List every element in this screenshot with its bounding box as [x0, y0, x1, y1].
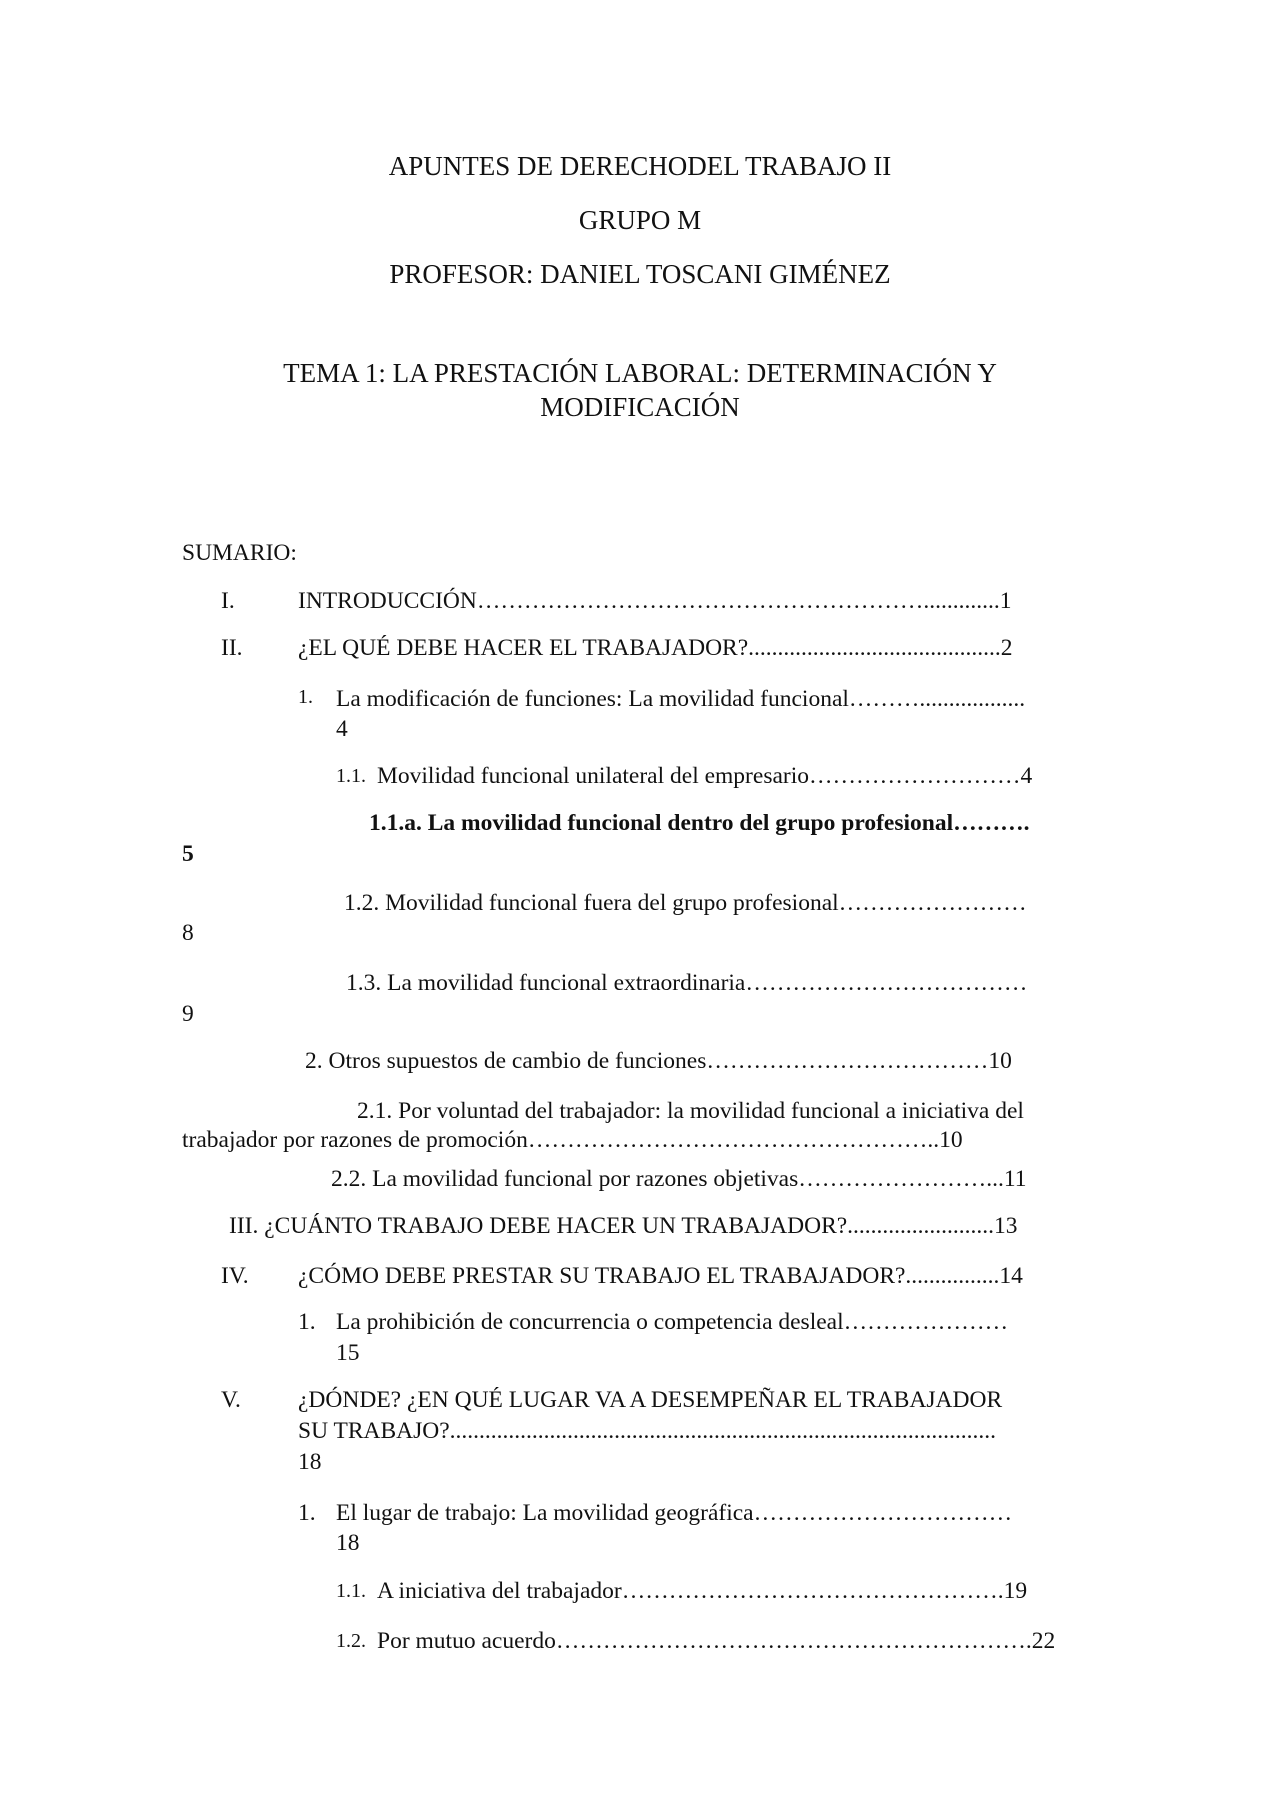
- toc-entry-voluntad-trabajador: 2.1. Por voluntad del trabajador: la movilidad funcional a iniciativa del: [357, 1098, 1024, 1124]
- sumario-label: SUMARIO:: [182, 540, 297, 566]
- toc-entry-razones-objetivas: 2.2. La movilidad funcional por razones objetivas……………………...11: [331, 1166, 1027, 1192]
- toc-entry-cuanto-trabajo: III. ¿CUÁNTO TRABAJO DEBE HACER UN TRABAJADOR?.........................13: [229, 1213, 1018, 1239]
- toc-page-number: 5: [182, 841, 194, 867]
- toc-entry-lugar-trabajo: El lugar de trabajo: La movilidad geográfica……………………………: [336, 1500, 1013, 1526]
- toc-entry-como-prestar: ¿CÓMO DEBE PRESTAR SU TRABAJO EL TRABAJADOR?................14: [298, 1263, 1023, 1289]
- toc-entry-movilidad-fuera-grupo: 1.2. Movilidad funcional fuera del grupo profesional……………………: [344, 890, 1027, 916]
- toc-number: 1.: [298, 686, 313, 708]
- toc-number: 1.: [298, 1500, 316, 1526]
- toc-number: V.: [221, 1387, 241, 1413]
- toc-number: 1.: [298, 1309, 316, 1335]
- toc-entry-movilidad-dentro-grupo: 1.1.a. La movilidad funcional dentro del grupo profesional……….: [369, 810, 1030, 836]
- toc-entry-mutuo-acuerdo: Por mutuo acuerdo…………………………………………………….22: [377, 1628, 1056, 1654]
- toc-page-number: 15: [336, 1340, 360, 1366]
- toc-number: 1.1.: [336, 765, 366, 787]
- toc-page-number: 18: [298, 1449, 322, 1475]
- toc-number: 1.1.: [336, 1580, 366, 1602]
- toc-entry-prohibicion-concurrencia: La prohibición de concurrencia o competencia desleal…………………: [336, 1309, 1009, 1335]
- toc-entry-voluntad-trabajador-cont: trabajador por razones de promoción……………………………………………..10: [182, 1127, 963, 1153]
- tema-title-line2: MODIFICACIÓN: [540, 392, 740, 422]
- toc-number: 1.2.: [336, 1630, 366, 1652]
- toc-entry-movilidad-extraordinaria: 1.3. La movilidad funcional extraordinaria………………………………: [346, 970, 1028, 996]
- toc-entry-el-que: ¿EL QUÉ DEBE HACER EL TRABAJADOR?...........................................2: [298, 635, 1013, 661]
- toc-entry-movilidad-unilateral: Movilidad funcional unilateral del empresario………………………4: [377, 763, 1033, 789]
- toc-page-number: 18: [336, 1530, 360, 1556]
- doc-professor: PROFESOR: DANIEL TOSCANI GIMÉNEZ: [389, 259, 891, 289]
- toc-number: IV.: [221, 1263, 249, 1289]
- toc-number: II.: [221, 635, 243, 661]
- toc-entry-otros-supuestos: 2. Otros supuestos de cambio de funciones………………………………10: [305, 1048, 1012, 1074]
- toc-entry-donde-cont: SU TRABAJO?.............................................................................................: [298, 1418, 997, 1444]
- doc-title: APUNTES DE DERECHODEL TRABAJO II: [388, 151, 892, 181]
- toc-entry-donde: ¿DÓNDE? ¿EN QUÉ LUGAR VA A DESEMPEÑAR EL TRABAJADOR: [298, 1387, 1003, 1413]
- toc-page-number: 9: [182, 1001, 194, 1027]
- toc-entry-iniciativa-trabajador: A iniciativa del trabajador………………………………………….19: [377, 1578, 1028, 1604]
- toc-number: I.: [221, 588, 235, 614]
- doc-group: GRUPO M: [578, 205, 702, 235]
- toc-entry-introduccion: INTRODUCCIÓN………………………………………………….............1: [298, 588, 1012, 614]
- tema-title-line1: TEMA 1: LA PRESTACIÓN LABORAL: DETERMINACIÓN Y: [283, 358, 997, 388]
- toc-page-number: 8: [182, 920, 194, 946]
- toc-page-number: 4: [336, 716, 348, 742]
- toc-entry-modificacion-funciones: La modificación de funciones: La movilidad funcional………..................: [336, 686, 1026, 712]
